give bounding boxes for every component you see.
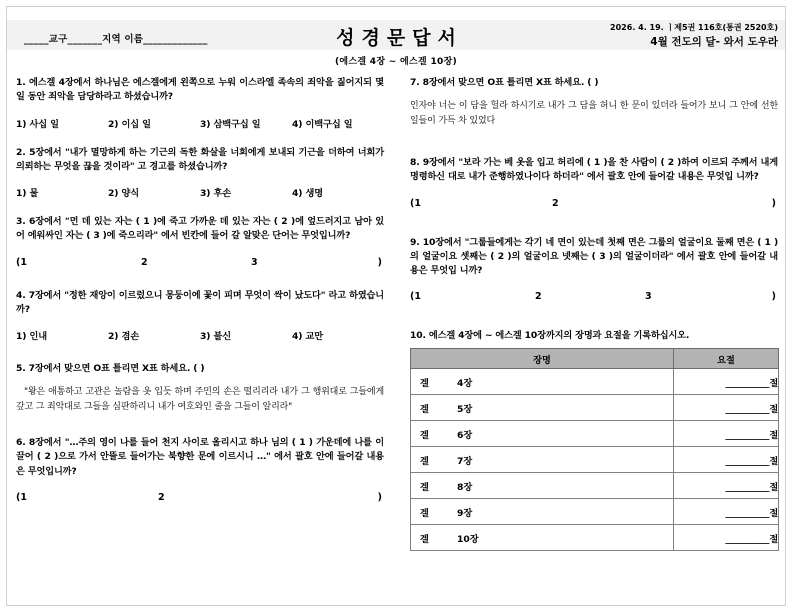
table-row xyxy=(411,421,779,447)
table-row xyxy=(411,499,779,525)
cell-chapter-number: 10장 xyxy=(457,533,479,545)
option-1-4[interactable]: 4) 이백구십 일 xyxy=(292,118,353,130)
option-4-4[interactable]: 4) 교만 xyxy=(292,331,324,342)
cell-chapter-name xyxy=(411,369,674,395)
question-9-answer-blanks[interactable] xyxy=(410,291,778,305)
cell-key-verse[interactable]: __________절 xyxy=(674,499,779,525)
cell-key-verse[interactable]: __________절 xyxy=(674,421,779,447)
cell-chapter-number: 9장 xyxy=(457,507,473,519)
cell-chapter-name xyxy=(411,395,674,421)
cell-chapter-name xyxy=(411,473,674,499)
question-5 xyxy=(16,362,384,414)
question-2-text: 2. 5장에서 "내가 멸망하게 하는 기근의 독한 화살을 너희에게 보내되 기근을 더하여 너희가 의뢰하는 무엇을 끊을 것이라" 고 경고를 하셨습니까? xyxy=(16,146,384,172)
option-4-3[interactable]: 3) 불신 xyxy=(200,331,232,342)
blank-3-3[interactable]: 3 xyxy=(251,256,258,268)
cell-chapter-name xyxy=(411,447,674,473)
blank-3-2[interactable]: 2 xyxy=(141,256,148,268)
table-row xyxy=(411,525,779,551)
blank-8-1[interactable]: (1 xyxy=(410,197,421,209)
option-1-1[interactable]: 1) 사십 일 xyxy=(16,118,59,130)
cell-chapter-number: 6장 xyxy=(457,429,473,441)
option-4-2[interactable]: 2) 겸손 xyxy=(108,331,140,342)
cell-key-verse[interactable]: __________절 xyxy=(674,395,779,421)
question-7-quote: 인자야 너는 이 담을 헐라 하시기로 내가 그 담을 허니 한 문이 있더라 들어가 보니 그 안에 선한 일들이 가득 차 있었다 xyxy=(410,101,778,126)
question-2-options xyxy=(16,185,384,199)
cell-chapter-name xyxy=(411,421,674,447)
questions-column-right xyxy=(410,76,778,560)
blank-9-close: ) xyxy=(771,291,776,303)
option-2-3[interactable]: 3) 후손 xyxy=(200,188,232,199)
question-6-text: 6. 8장에서 "…주의 영이 나를 들어 천지 사이로 올리시고 하나 님의 ( 1 ) 가운데에 나를 이끌어 ( 2 )으로 가서 안뜰로 들어가는 북향한 문에 이르시니 …" 에서 괄호 안에 들어갈 내용은 무엇입니까? xyxy=(16,437,384,477)
cell-chapter-number: 4장 xyxy=(457,377,473,389)
table-body xyxy=(411,369,779,551)
cell-book-abbr: 겔 xyxy=(420,403,429,415)
question-5-quote: "왕은 애통하고 고관은 놀람을 옷 입듯 하며 주민의 손은 떨리리라 내가 그 행위대로 그들에게 갚고 그 죄악대로 그들을 심판하리니 내가 여호와인 줄을 그들이 알리라" xyxy=(16,387,384,412)
question-9-text: 9. 10장에서 "그룹들에게는 각기 네 면이 있는데 첫째 면은 그룹의 얼굴이요 둘째 면은 ( 1 )의 얼굴이요 셋째는 ( 2 )의 얼굴이요 넷째는 ( 3 )의 얼굴이더라" 에서 괄호 안에 들어갈 내용은 무엇입 니까? xyxy=(410,236,778,277)
column-header-key-verse: 요절 xyxy=(674,349,779,369)
question-8-text: 8. 9장에서 "보라 가는 베 옷을 입고 허리에 ( 1 )을 찬 사람이 ( 2 )하여 이르되 주께서 내게 명령하신 대로 내가 준행하였나이다 하더라" 에서 괄호 안에 들어갈 내용은 무엇입 니까? xyxy=(410,157,778,183)
question-5-text[interactable]: 5. 7장에서 맞으면 O표 틀리면 X표 하세요. ( ) xyxy=(16,363,205,374)
column-header-chapter-name: 장명 xyxy=(411,349,674,369)
table-row xyxy=(411,473,779,499)
page-title: 성경문답서 xyxy=(336,27,463,49)
table-header xyxy=(411,349,779,369)
cell-book-abbr: 겔 xyxy=(420,429,429,441)
blank-3-close: ) xyxy=(377,256,382,268)
blank-3-1[interactable]: (1 xyxy=(16,256,27,268)
blank-8-2[interactable]: 2 xyxy=(552,197,559,209)
question-3-text: 3. 6장에서 "먼 데 있는 자는 ( 1 )에 죽고 가까운 데 있는 자는 ( 2 )에 엎드러지고 남아 있어 에워싸인 자는 ( 3 )에 죽으리라" 에서 빈칸에 들어 갈 알맞은 단어는 무엇입니까? xyxy=(16,216,384,242)
blank-6-close: ) xyxy=(377,491,382,503)
cell-chapter-number: 5장 xyxy=(457,403,473,415)
cell-chapter-name xyxy=(411,499,674,525)
cell-chapter-number: 8장 xyxy=(457,481,473,493)
option-4-1[interactable]: 1) 인내 xyxy=(16,331,48,342)
questions-column-left xyxy=(16,76,384,515)
table-row xyxy=(411,369,779,395)
cell-key-verse[interactable]: __________절 xyxy=(674,525,779,551)
option-1-2[interactable]: 2) 이십 일 xyxy=(108,118,151,130)
monthly-slogan: 4월 전도의 달- 와서 도우라 xyxy=(650,35,778,48)
cell-book-abbr: 겔 xyxy=(420,377,429,389)
blank-6-2[interactable]: 2 xyxy=(158,491,165,503)
student-info-blanks[interactable]: _____교구_______지역 이름_____________ xyxy=(24,34,208,45)
question-8-answer-blanks[interactable] xyxy=(410,198,778,212)
question-9 xyxy=(410,236,778,306)
chapter-summary-table xyxy=(410,348,779,551)
cell-chapter-number: 7장 xyxy=(457,455,473,467)
cell-key-verse[interactable]: __________절 xyxy=(674,447,779,473)
issue-number: 2026. 4. 19. ㅣ제5권 116호(통권 2520호) xyxy=(610,23,778,32)
question-3-answer-blanks[interactable] xyxy=(16,257,384,271)
question-4 xyxy=(16,289,384,343)
cell-key-verse[interactable]: __________절 xyxy=(674,369,779,395)
option-1-3[interactable]: 3) 삼백구십 일 xyxy=(200,118,261,130)
cell-key-verse[interactable]: __________절 xyxy=(674,473,779,499)
blank-9-2[interactable]: 2 xyxy=(535,291,542,303)
question-4-text: 4. 7장에서 "정한 재앙이 이르렀으니 몽둥이에 꽃이 피며 무엇이 싹이 났도다" 라고 하였습니까? xyxy=(16,289,384,315)
cell-chapter-name xyxy=(411,525,674,551)
question-4-options xyxy=(16,328,384,342)
question-2 xyxy=(16,146,384,200)
question-1 xyxy=(16,76,384,130)
option-2-2[interactable]: 2) 양식 xyxy=(108,188,140,199)
page-subtitle: (에스겔 4장 ~ 에스겔 10장) xyxy=(334,57,458,67)
issue-info xyxy=(610,22,778,50)
table-header-row xyxy=(411,349,779,369)
cell-book-abbr: 겔 xyxy=(420,507,429,519)
question-6 xyxy=(16,436,384,506)
cell-book-abbr: 겔 xyxy=(420,455,429,467)
option-2-4[interactable]: 4) 생명 xyxy=(292,188,324,199)
question-1-text: 1. 에스겔 4장에서 하나님은 에스겔에게 왼쪽으로 누워 이스라엘 족속의 죄악을 짊어지되 몇 일 동안 죄악을 담당하라고 하셨습니까? xyxy=(16,77,384,103)
question-7 xyxy=(410,76,778,128)
question-6-answer-blanks[interactable] xyxy=(16,492,384,506)
question-10 xyxy=(410,327,778,551)
option-2-1[interactable]: 1) 물 xyxy=(16,188,39,199)
cell-book-abbr: 겔 xyxy=(420,481,429,493)
question-8 xyxy=(410,156,778,212)
blank-8-close: ) xyxy=(771,197,776,209)
question-10-text: 10. 에스겔 4장에 ~ 에스겔 10장까지의 장명과 요절을 기록하십시오. xyxy=(410,330,690,342)
question-7-text[interactable]: 7. 8장에서 맞으면 O표 틀리면 X표 하세요. ( ) xyxy=(410,77,599,88)
cell-book-abbr: 겔 xyxy=(420,533,429,545)
blank-9-1[interactable]: (1 xyxy=(410,291,421,303)
question-1-options xyxy=(16,116,384,130)
table-row xyxy=(411,395,779,421)
blank-6-1[interactable]: (1 xyxy=(16,491,27,503)
table-row xyxy=(411,447,779,473)
question-3 xyxy=(16,215,384,271)
blank-9-3[interactable]: 3 xyxy=(645,291,652,303)
